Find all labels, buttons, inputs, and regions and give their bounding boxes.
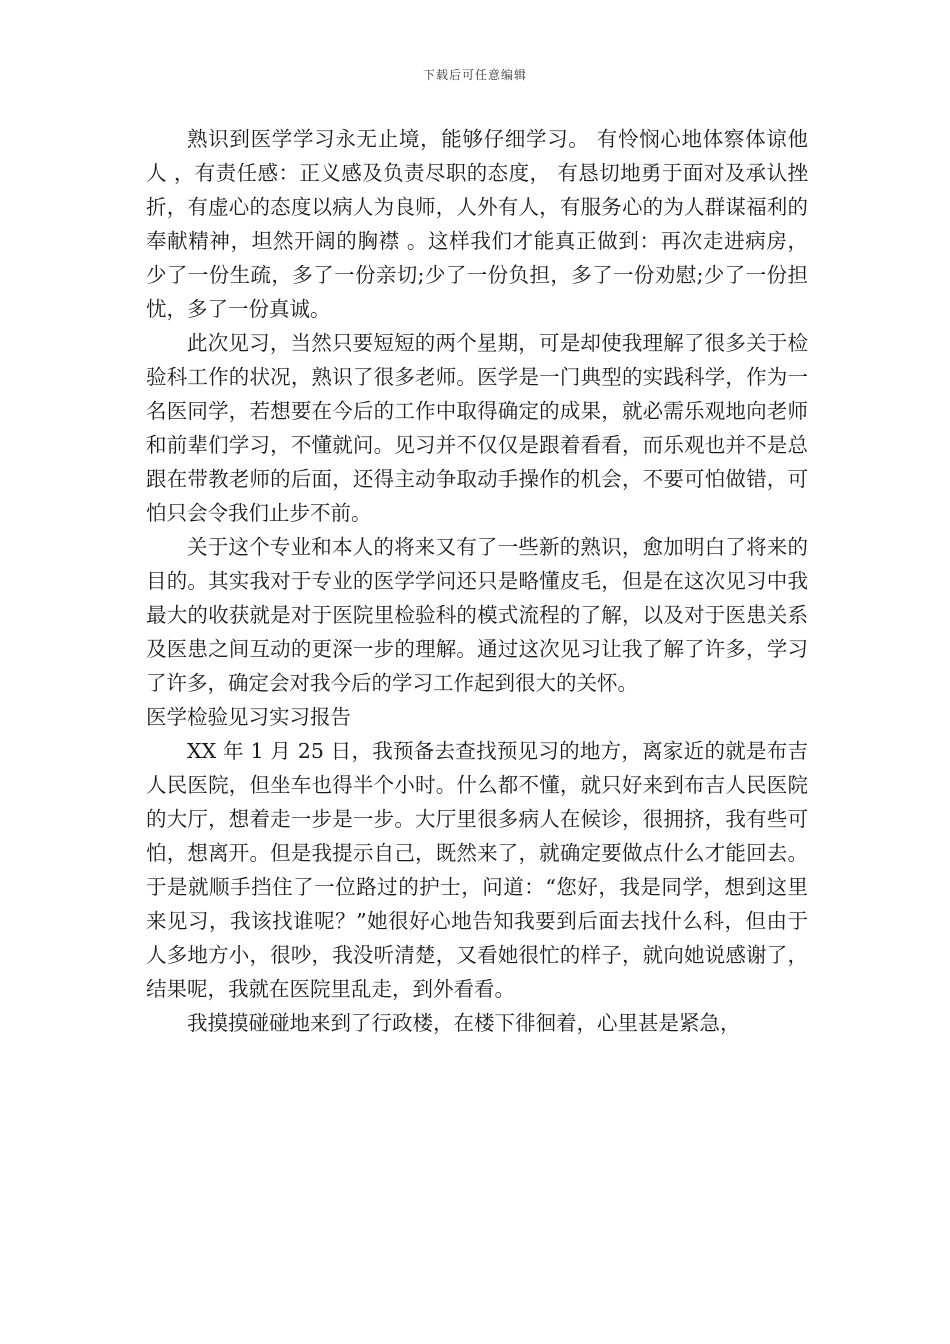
paragraph-3: 关于这个专业和本人的将来又有了一些新的熟识，愈加明白了将来的目的。其实我对于专业的医学学问还只是略懂皮毛，但是在这次见习中我最大的收获就是对于医院里检验科的模式流程的了解，以及对于医患关系及医患之间互动的更深一步的理解。通过这次见习让我了解了许多，学习了许多，确定会对我今后的学习工作起到很大的关怀。 [146, 535, 808, 695]
paragraph-2: 此次见习，当然只要短短的两个星期，可是却使我理解了很多关于检验科工作的状况，熟识了很多老师。医学是一门典型的实践科学，作为一名医同学，若想要在今后的工作中取得确定的成果，就必需乐观地向老师和前辈们学习，不懂就问。见习并不仅仅是跟着看看，而乐观也并不是总跟在带教老师的后面，还得主动争取动手操作的机会，不要可怕做错，可怕只会令我们止步不前。 [146, 331, 808, 525]
page-header: 下载后可任意编辑 [422, 68, 527, 82]
paragraph-4: XX 年 1 月 25 日，我预备去查找预见习的地方，离家近的就是布吉人民医院，但坐车也得半个小时。什么都不懂，就只好来到布吉人民医院的大厅，想着走一步是一步。大厅里很多病人在候诊，很拥挤，我有些可怕，想离开。但是我提示自己，既然来了，就确定要做点什么才能回去。于是就顺手挡住了一位路过的护士，问道：“您好，我是同学，想到这里来见习，我该找谁呢？”她很好心地告知我要到后面去找什么科，但由于人多地方小，很吵，我没听清楚，又看她很忙的样子，就向她说感谢了，结果呢，我就在医院里乱走，到外看看。 [146, 739, 808, 1001]
paragraph-1: 熟识到医学学习永无止境，能够仔细学习。 有怜悯心地体察体谅他人 ，有责任感：正义感及负责尽职的态度， 有恳切地勇于面对及承认挫折，有虚心的态度以病人为良师，人外有人，有服务心的为人群谋福利的奉献精神，坦然开阔的胸襟 。这样我们才能真正做到：再次走进病房，少了一份生疏，多了一份亲切;少了一份负担，多了一份劝慰;少了一份担忧，多了一份真诚。 [146, 127, 808, 321]
section-title: 医学检验见习实习报告 [146, 705, 351, 729]
document-body [146, 122, 808, 1040]
paragraph-5: 我摸摸碰碰地来到了行政楼，在楼下徘徊着，心里甚是紧急， [187, 1011, 741, 1035]
